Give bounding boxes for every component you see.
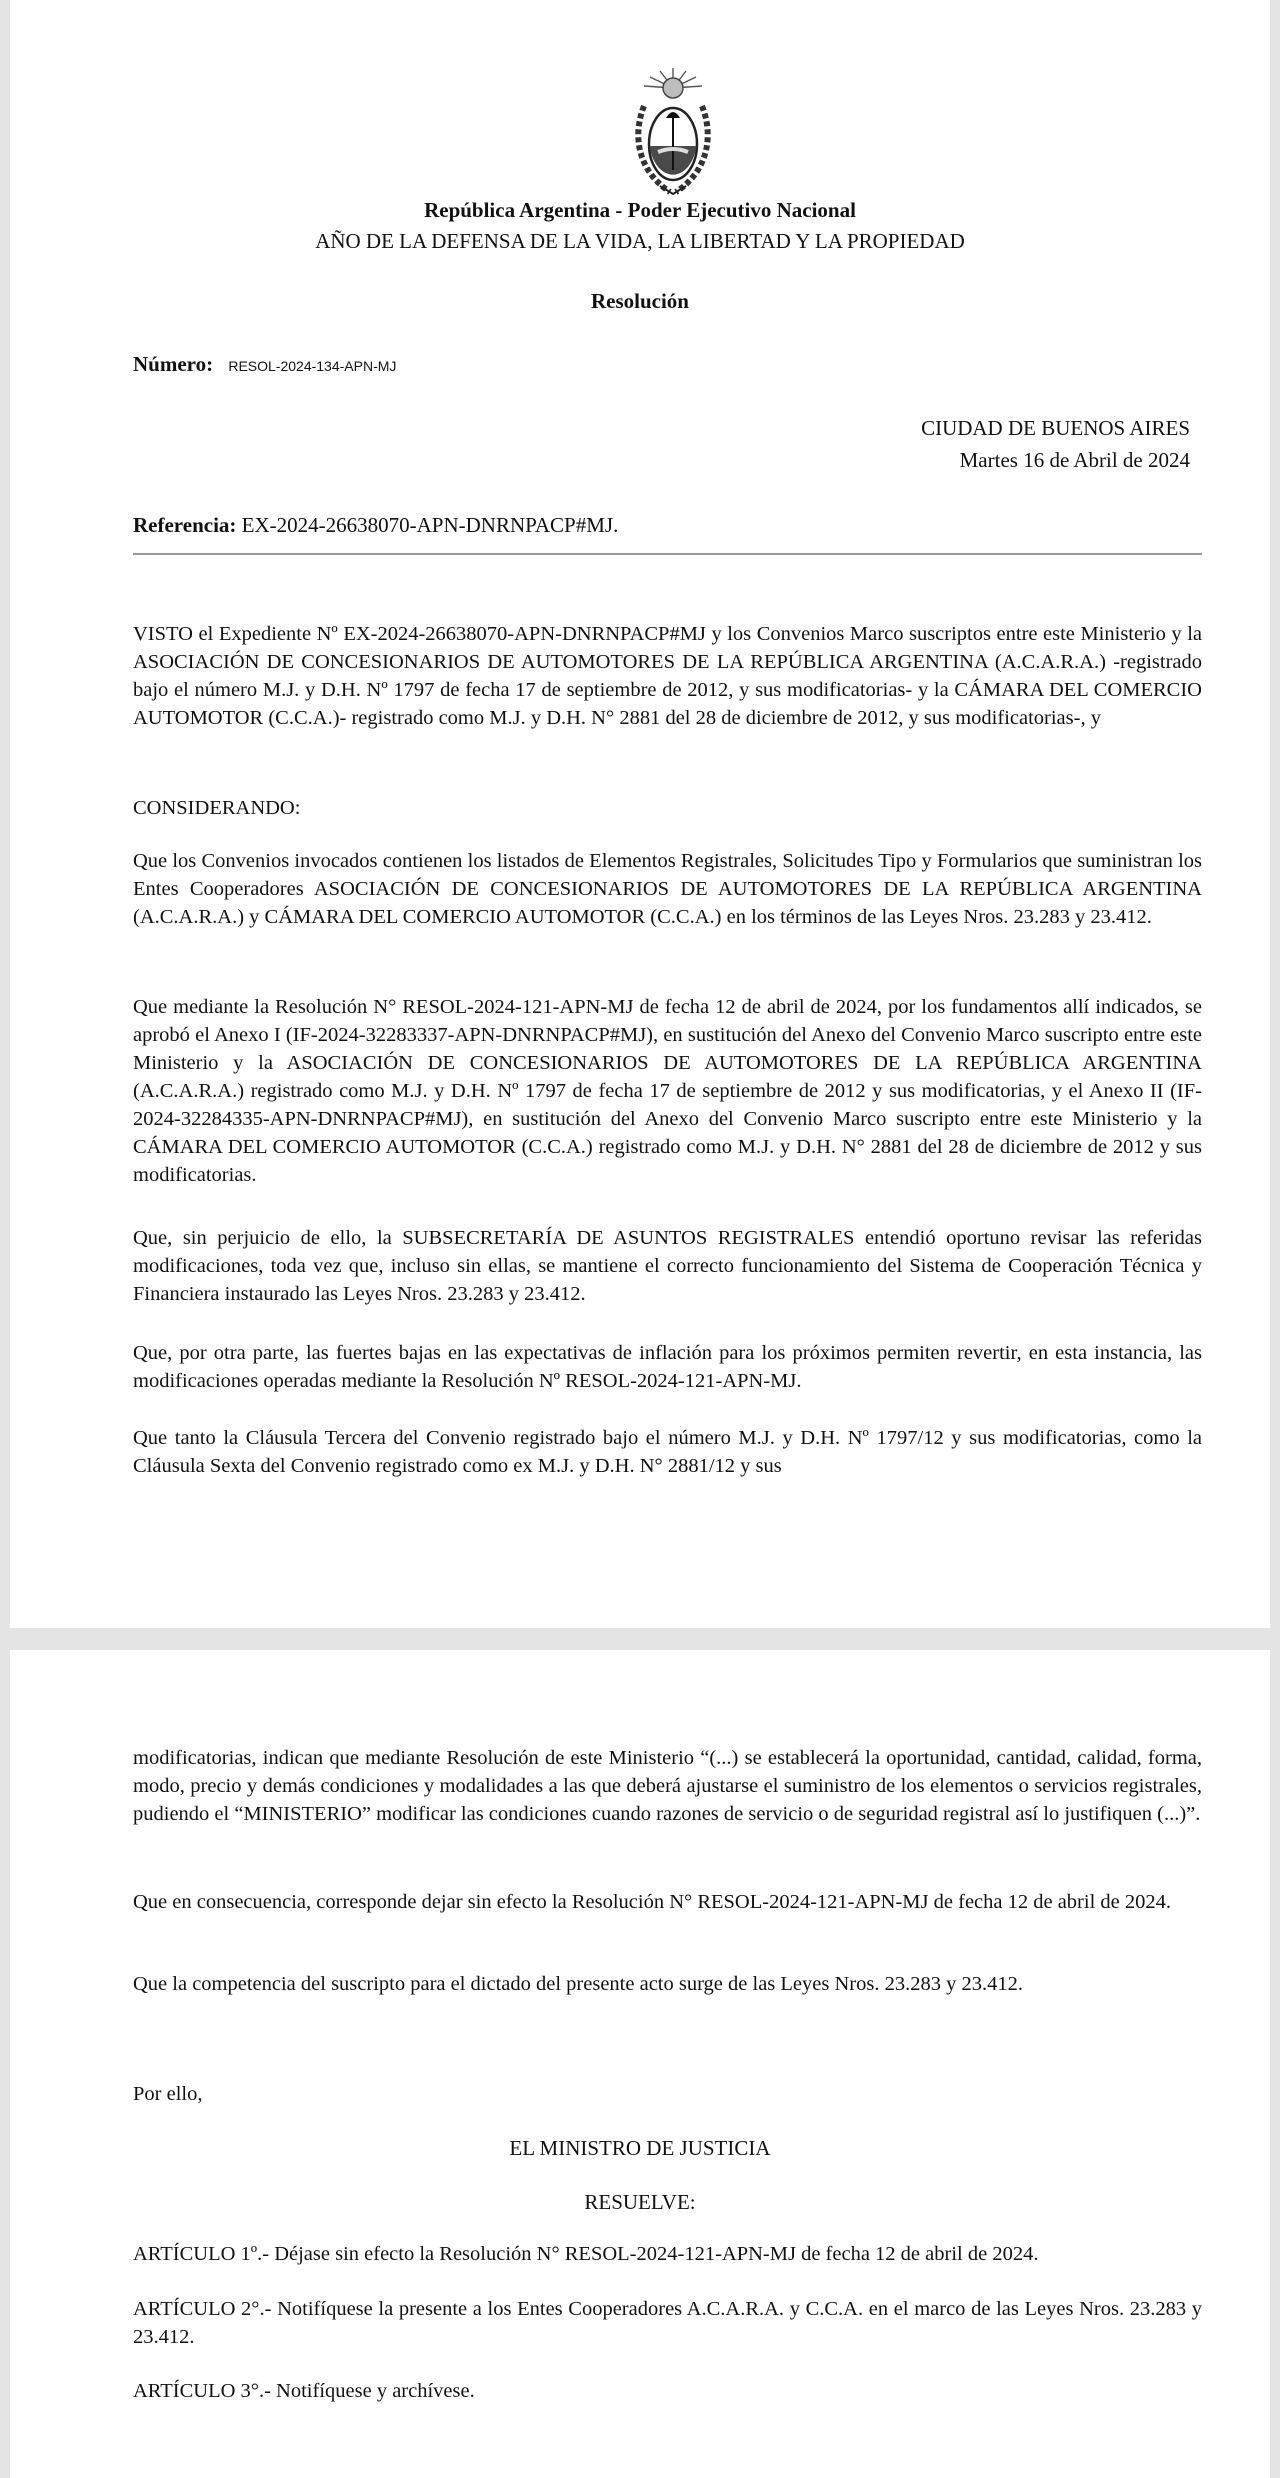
considerando-paragraph-6: modificatorias, indican que mediante Resolución de este Ministerio “(...) se establecerá la oportunidad, cantidad, calidad, forma, modo, precio y demás condiciones y modalidades a las que deberá ajustarse el suministro de los elementos o servicios registrales, pudiendo el “MINISTERIO” modificar las condiciones cuando razones de servicio o de seguridad registral así lo justifiquen (...)”. xyxy=(133,1747,1202,1825)
header-line-year-motto: AÑO DE LA DEFENSA DE LA VIDA, LA LIBERTAD Y LA PROPIEDAD xyxy=(315,229,965,253)
place-date-block xyxy=(810,414,1190,474)
numero-value: RESOL-2024-134-APN-MJ xyxy=(228,358,397,374)
considerando-paragraph-5: Que tanto la Cláusula Tercera del Convenio registrado bajo el número M.J. y D.H. Nº 1797/12 y sus modificatorias, como la Cláusula Sexta del Convenio registrado como ex M.J. y D.H. N° 2881/12 y sus xyxy=(133,1427,1202,1477)
national-coat-of-arms-icon xyxy=(630,66,716,198)
date-text: Martes 16 de Abril de 2024 xyxy=(959,448,1190,472)
considerando-heading: CONSIDERANDO: xyxy=(133,797,301,819)
referencia-row xyxy=(133,511,618,539)
city-text: CIUDAD DE BUENOS AIRES xyxy=(921,416,1190,440)
considerando-paragraph-7: Que en consecuencia, corresponde dejar sin efecto la Resolución N° RESOL-2024-121-APN-MJ de fecha 12 de abril de 2024. xyxy=(133,1891,1172,1913)
por-ello-text: Por ello, xyxy=(133,2083,203,2105)
document-page-1 xyxy=(10,0,1270,1628)
considerando-paragraph-2: Que mediante la Resolución N° RESOL-2024-121-APN-MJ de fecha 12 de abril de 2024, por los fundamentos allí indicados, se aprobó el Anexo I (IF-2024-32283337-APN-DNRNPACP#MJ), en sustitución del Anexo del Convenio Marco suscripto entre este Ministerio y la ASOCIACIÓN DE CONCESIONARIOS DE AUTOMOTORES DE LA REPÚBLICA ARGENTINA (A.C.A.R.A.) registrado como M.J. y D.H. Nº 1797 de fecha 17 de septiembre de 2012 y sus modificatorias, y el Anexo II (IF-2024-32284335-APN-DNRNPACP#MJ), en sustitución del Anexo del Convenio Marco suscripto entre este Ministerio y la CÁMARA DEL COMERCIO AUTOMOTOR (C.C.A.) registrado como M.J. y D.H. N° 2881 del 28 de diciembre de 2012 y sus modificatorias. xyxy=(133,996,1202,1186)
referencia-value: EX-2024-26638070-APN-DNRNPACP#MJ. xyxy=(241,513,619,537)
considerando-paragraph-4: Que, por otra parte, las fuertes bajas en las expectativas de inflación para los próximos permiten revertir, en esta instancia, las modificaciones operadas mediante la Resolución Nº RESOL-2024-121-APN-MJ. xyxy=(133,1342,1202,1392)
articulo-2: ARTÍCULO 2°.- Notifíquese la presente a los Entes Cooperadores A.C.A.R.A. y C.C.A. en el marco de las Leyes Nros. 23.283 y 23.412. xyxy=(133,2298,1202,2348)
header-divider xyxy=(133,553,1202,555)
header-line-republica: República Argentina - Poder Ejecutivo Nacional xyxy=(424,198,856,222)
numero-row xyxy=(133,350,396,380)
document-page-2 xyxy=(10,1650,1270,2478)
considerando-paragraph-1: Que los Convenios invocados contienen los listados de Elementos Registrales, Solicitudes Tipo y Formularios que suministran los Entes Cooperadores ASOCIACIÓN DE CONCESIONARIOS DE AUTOMOTORES DE LA REPÚBLICA ARGENTINA (A.C.A.R.A.) y CÁMARA DEL COMERCIO AUTOMOTOR (C.C.A.) en los términos de las Leyes Nros. 23.283 y 23.412. xyxy=(133,850,1202,928)
considerando-paragraph-8: Que la competencia del suscripto para el dictado del presente acto surge de las Leyes Nros. 23.283 y 23.412. xyxy=(133,1973,1023,1995)
numero-label: Número: xyxy=(133,352,214,376)
considerando-paragraph-3: Que, sin perjuicio de ello, la SUBSECRETARÍA DE ASUNTOS REGISTRALES entendió oportuno revisar las referidas modificaciones, toda vez que, incluso sin ellas, se mantiene el correcto funcionamiento del Sistema de Cooperación Técnica y Financiera instaurado las Leyes Nros. 23.283 y 23.412. xyxy=(133,1227,1202,1305)
minister-title: EL MINISTRO DE JUSTICIA xyxy=(509,2136,771,2160)
visto-paragraph: VISTO el Expediente Nº EX-2024-26638070-APN-DNRNPACP#MJ y los Convenios Marco suscriptos entre este Ministerio y la ASOCIACIÓN DE CONCESIONARIOS DE AUTOMOTORES DE LA REPÚBLICA ARGENTINA (A.C.A.R.A.) -registrado bajo el número M.J. y D.H. Nº 1797 de fecha 17 de septiembre de 2012, y sus modificatorias- y la CÁMARA DEL COMERCIO AUTOMOTOR (C.C.A.)- registrado como M.J. y D.H. N° 2881 del 28 de diciembre de 2012, y sus modificatorias-, y xyxy=(133,623,1202,729)
resuelve-heading: RESUELVE: xyxy=(584,2190,696,2214)
document-type-title: Resolución xyxy=(590,289,689,313)
referencia-label: Referencia: xyxy=(133,513,237,537)
articulo-3: ARTÍCULO 3°.- Notifíquese y archívese. xyxy=(133,2380,475,2402)
articulo-1: ARTÍCULO 1º.- Déjase sin efecto la Resolución N° RESOL-2024-121-APN-MJ de fecha 12 de abril de 2024. xyxy=(133,2243,1039,2265)
